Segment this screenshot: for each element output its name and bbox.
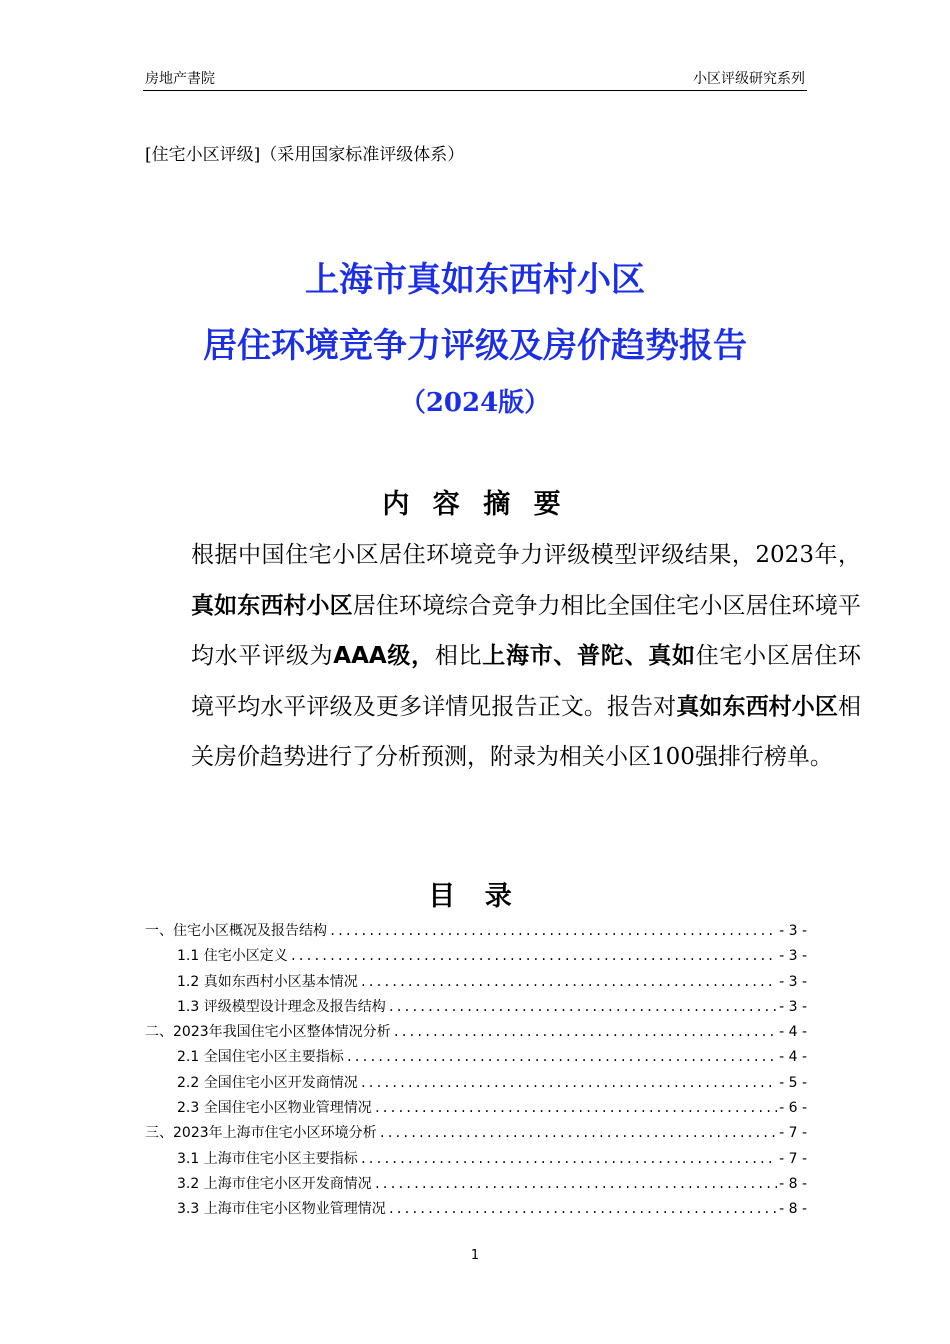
toc-entry[interactable] bbox=[145, 1122, 807, 1147]
toc-entry[interactable] bbox=[145, 971, 807, 996]
toc-leader-dots bbox=[360, 1152, 777, 1166]
toc-entry[interactable] bbox=[145, 1046, 807, 1071]
toc-leader-dots bbox=[329, 924, 777, 938]
toc-entry-label: 1.1 住宅小区定义 bbox=[177, 948, 288, 965]
toc-entry[interactable] bbox=[145, 1021, 807, 1046]
toc-entry-label: 3.3 上海市住宅小区物业管理情况 bbox=[177, 1201, 386, 1218]
toc-leader-dots bbox=[360, 1076, 777, 1090]
page-number: 1 bbox=[470, 1248, 480, 1263]
toc-leader-dots bbox=[379, 1126, 777, 1140]
toc-entry-page: - 4 - bbox=[779, 1049, 807, 1066]
report-title-line1: 上海市真如东西村小区 bbox=[305, 260, 645, 300]
toc-entry-label: 2.1 全国住宅小区主要指标 bbox=[177, 1049, 344, 1066]
toc-entry[interactable] bbox=[145, 1097, 807, 1122]
report-edition: （2024版） bbox=[399, 388, 551, 418]
toc-leader-dots bbox=[346, 1050, 777, 1064]
abstract-text-5: 相关房价趋势进行了分析预测，附录为相关小区100强排行榜单。 bbox=[191, 693, 862, 770]
toc-entry-label: 1.3 评级模型设计理念及报告结构 bbox=[177, 998, 386, 1015]
toc-entry-page: - 3 - bbox=[779, 948, 807, 965]
toc-entry-page: - 4 - bbox=[779, 1024, 807, 1041]
toc-entry-page: - 5 - bbox=[779, 1074, 807, 1091]
abstract-grade: AAA级， bbox=[333, 643, 435, 669]
toc-entry-label: 1.2 真如东西村小区基本情况 bbox=[177, 973, 358, 990]
abstract-community-name: 真如东西村小区 bbox=[191, 592, 353, 619]
toc-entry-page: - 8 - bbox=[779, 1175, 807, 1192]
abstract-text-4: 住宅小区居住环境平均水平评级及更多详情见报告正文。报告对 bbox=[191, 643, 862, 720]
toc-leader-dots bbox=[388, 1000, 777, 1014]
toc-entry[interactable] bbox=[145, 1198, 807, 1223]
toc-leader-dots bbox=[393, 1025, 777, 1039]
toc-entry-label: 2.3 全国住宅小区物业管理情况 bbox=[177, 1100, 372, 1117]
toc-entry-label: 二、2023年我国住宅小区整体情况分析 bbox=[145, 1024, 391, 1041]
toc-entry-page: - 7 - bbox=[779, 1150, 807, 1167]
report-title-line2: 居住环境竞争力评级及房价趋势报告 bbox=[203, 326, 747, 366]
header-divider bbox=[143, 90, 807, 91]
header-right-text: 小区评级研究系列 bbox=[693, 71, 805, 87]
table-of-contents bbox=[145, 920, 807, 1224]
abstract-text-1: 根据中国住宅小区居住环境竞争力评级模型评级结果，2023年， bbox=[191, 542, 861, 568]
abstract-text-2: 居住环境综合竞争力相比全国住宅小区居住环境平均水平评级为 bbox=[191, 592, 862, 669]
toc-entry[interactable] bbox=[145, 1072, 807, 1097]
abstract-paragraph bbox=[145, 530, 861, 783]
toc-entry[interactable] bbox=[145, 1173, 807, 1198]
abstract-community-name-2: 真如东西村小区 bbox=[676, 693, 839, 720]
toc-entry[interactable] bbox=[145, 1148, 807, 1173]
toc-leader-dots bbox=[388, 1202, 777, 1216]
toc-entry-label: 2.2 全国住宅小区开发商情况 bbox=[177, 1074, 358, 1091]
toc-entry-label: 3.1 上海市住宅小区主要指标 bbox=[177, 1150, 358, 1167]
toc-entry-page: - 6 - bbox=[779, 1100, 807, 1117]
report-category: [住宅小区评级]（采用国家标准评级体系） bbox=[145, 145, 465, 165]
toc-leader-dots bbox=[374, 1101, 777, 1115]
toc-entry-label: 三、2023年上海市住宅小区环境分析 bbox=[145, 1125, 377, 1142]
toc-entry-page: - 3 - bbox=[779, 998, 807, 1015]
header-left-text: 房地产書院 bbox=[145, 71, 215, 87]
toc-entry-page: - 8 - bbox=[779, 1201, 807, 1218]
toc-entry[interactable] bbox=[145, 996, 807, 1021]
toc-entry-label: 一、住宅小区概况及报告结构 bbox=[145, 923, 327, 939]
abstract-heading: 内 容 摘 要 bbox=[382, 489, 568, 520]
toc-entry-label: 3.2 上海市住宅小区开发商情况 bbox=[177, 1175, 372, 1192]
toc-entry[interactable] bbox=[145, 920, 807, 945]
toc-leader-dots bbox=[290, 949, 777, 963]
toc-leader-dots bbox=[360, 975, 777, 989]
toc-entry-page: - 3 - bbox=[779, 923, 807, 939]
toc-entry-page: - 3 - bbox=[779, 973, 807, 990]
abstract-regions: 上海市、普陀、真如 bbox=[482, 643, 696, 669]
toc-entry-page: - 7 - bbox=[779, 1125, 807, 1142]
abstract-text-3: 相比 bbox=[434, 643, 483, 669]
toc-leader-dots bbox=[374, 1177, 777, 1191]
toc-heading: 目 录 bbox=[428, 881, 522, 912]
toc-entry[interactable] bbox=[145, 945, 807, 970]
